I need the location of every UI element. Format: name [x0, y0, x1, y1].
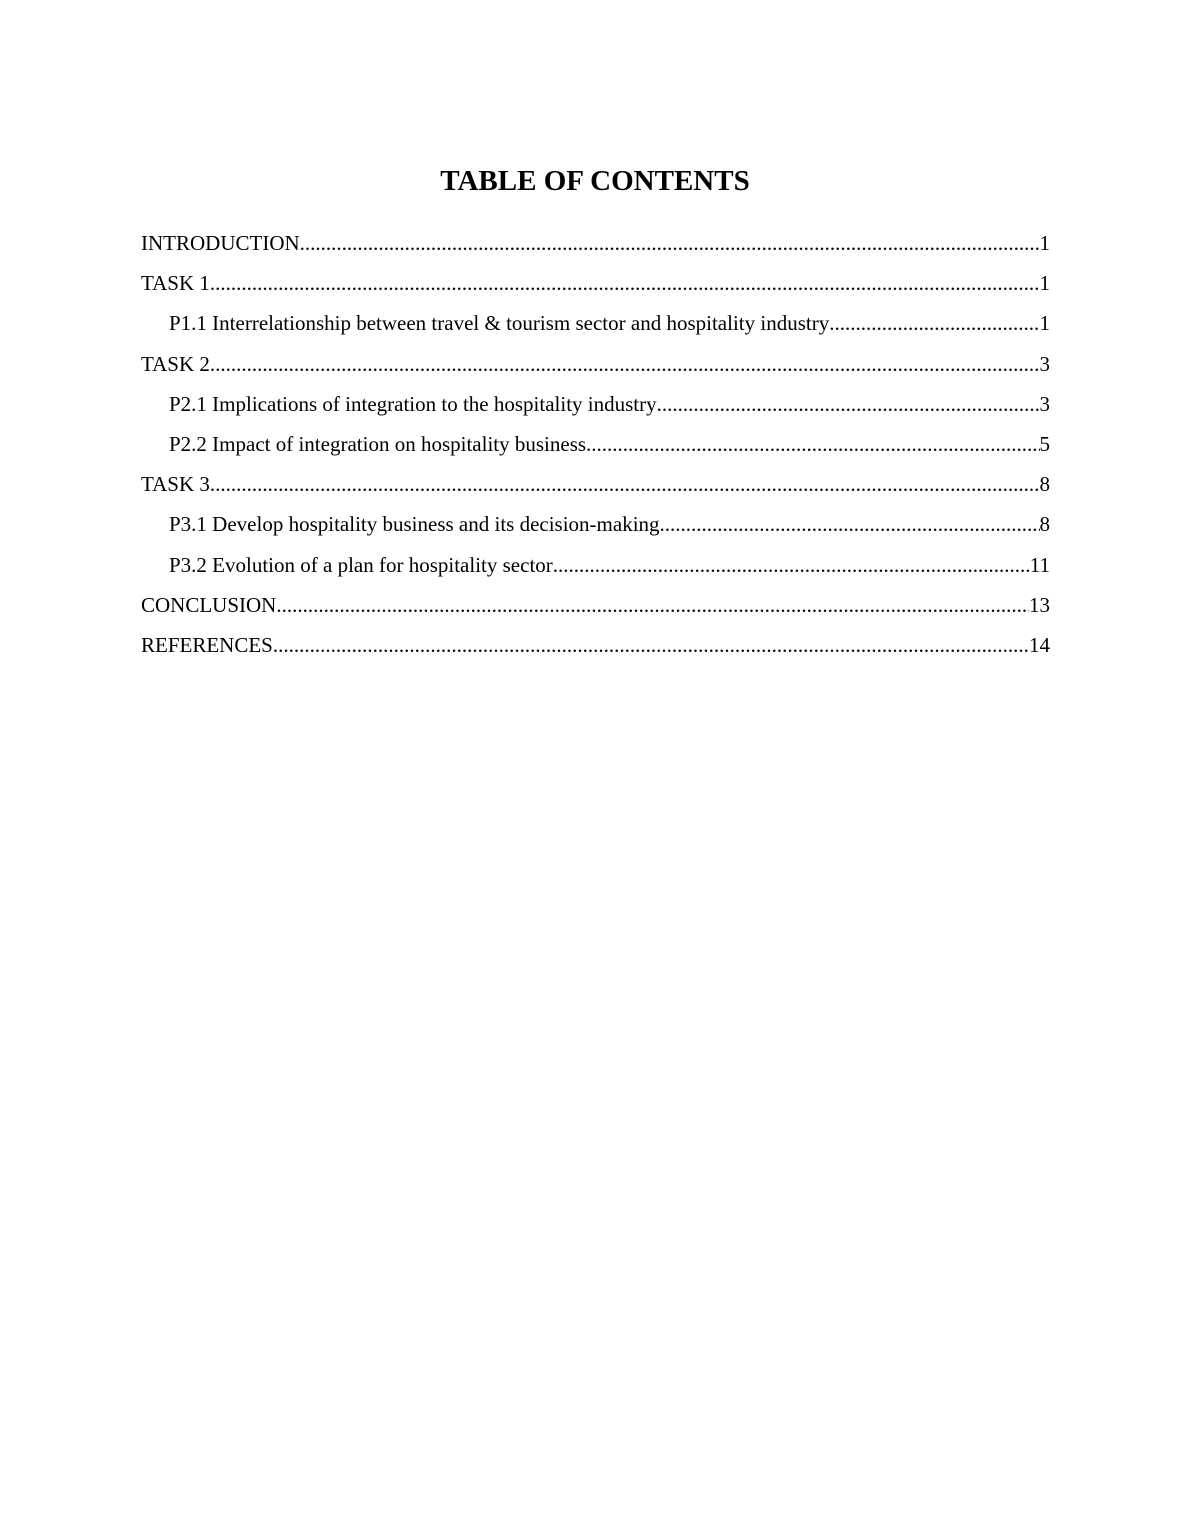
toc-entry-p1-1[interactable]	[141, 306, 1050, 346]
dot-leader	[553, 548, 1030, 582]
toc-entry-label: TASK 2	[141, 351, 210, 376]
toc-entry-references[interactable]	[141, 628, 1050, 668]
toc-entry-introduction[interactable]	[141, 226, 1050, 266]
toc-entry-label: CONCLUSION	[141, 592, 277, 617]
toc-entry-conclusion[interactable]	[141, 588, 1050, 628]
dot-leader	[657, 387, 1040, 421]
toc-entry-p3-2[interactable]	[141, 548, 1050, 588]
toc-entry-p2-2[interactable]	[141, 427, 1050, 467]
toc-entry-label: P2.2 Impact of integration on hospitality business	[169, 431, 587, 456]
toc-entry-label: P1.1 Interrelationship between travel & tourism sector and hospitality industry	[169, 311, 830, 336]
toc-entry-task-1[interactable]	[141, 266, 1050, 306]
toc-entry-task-3[interactable]	[141, 467, 1050, 507]
toc-entry-label: P3.2 Evolution of a plan for hospitality sector	[169, 552, 553, 577]
toc-entry-page-number: 1	[1039, 271, 1050, 296]
toc-entry-label: INTRODUCTION	[141, 231, 300, 255]
toc-entry-page-number: 5	[1039, 431, 1050, 456]
toc-entry-page-number: 8	[1039, 512, 1050, 537]
dot-leader	[210, 347, 1040, 381]
toc-entry-task-2[interactable]	[141, 347, 1050, 387]
dot-leader	[300, 226, 1040, 260]
toc-entry-label: REFERENCES	[141, 632, 273, 657]
toc-entry-p2-1[interactable]	[141, 387, 1050, 427]
dot-leader	[829, 306, 1039, 340]
toc-entry-page-number: 8	[1039, 472, 1050, 497]
toc-entry-p3-1[interactable]	[141, 507, 1050, 547]
toc-entry-page-number: 3	[1039, 391, 1050, 416]
toc-entry-label: P2.1 Implications of integration to the hospitality industry	[169, 391, 657, 416]
toc-entry-page-number: 11	[1029, 552, 1050, 577]
dot-leader	[210, 266, 1040, 300]
toc-list	[141, 226, 1050, 668]
toc-entry-label: TASK 1	[141, 271, 210, 296]
dot-leader	[660, 507, 1040, 541]
toc-entry-page-number: 1	[1039, 231, 1050, 255]
toc-entry-page-number: 14	[1029, 632, 1050, 657]
dot-leader	[273, 628, 1029, 662]
toc-entry-label: TASK 3	[141, 472, 210, 497]
dot-leader	[586, 427, 1039, 461]
toc-entry-page-number: 1	[1039, 311, 1050, 336]
dot-leader	[210, 467, 1040, 501]
toc-entry-page-number: 13	[1029, 592, 1050, 617]
dot-leader	[276, 588, 1029, 622]
toc-entry-label: P3.1 Develop hospitality business and its decision-making	[169, 512, 660, 537]
toc-entry-page-number: 3	[1039, 351, 1050, 376]
toc-title: TABLE OF CONTENTS	[440, 165, 750, 197]
